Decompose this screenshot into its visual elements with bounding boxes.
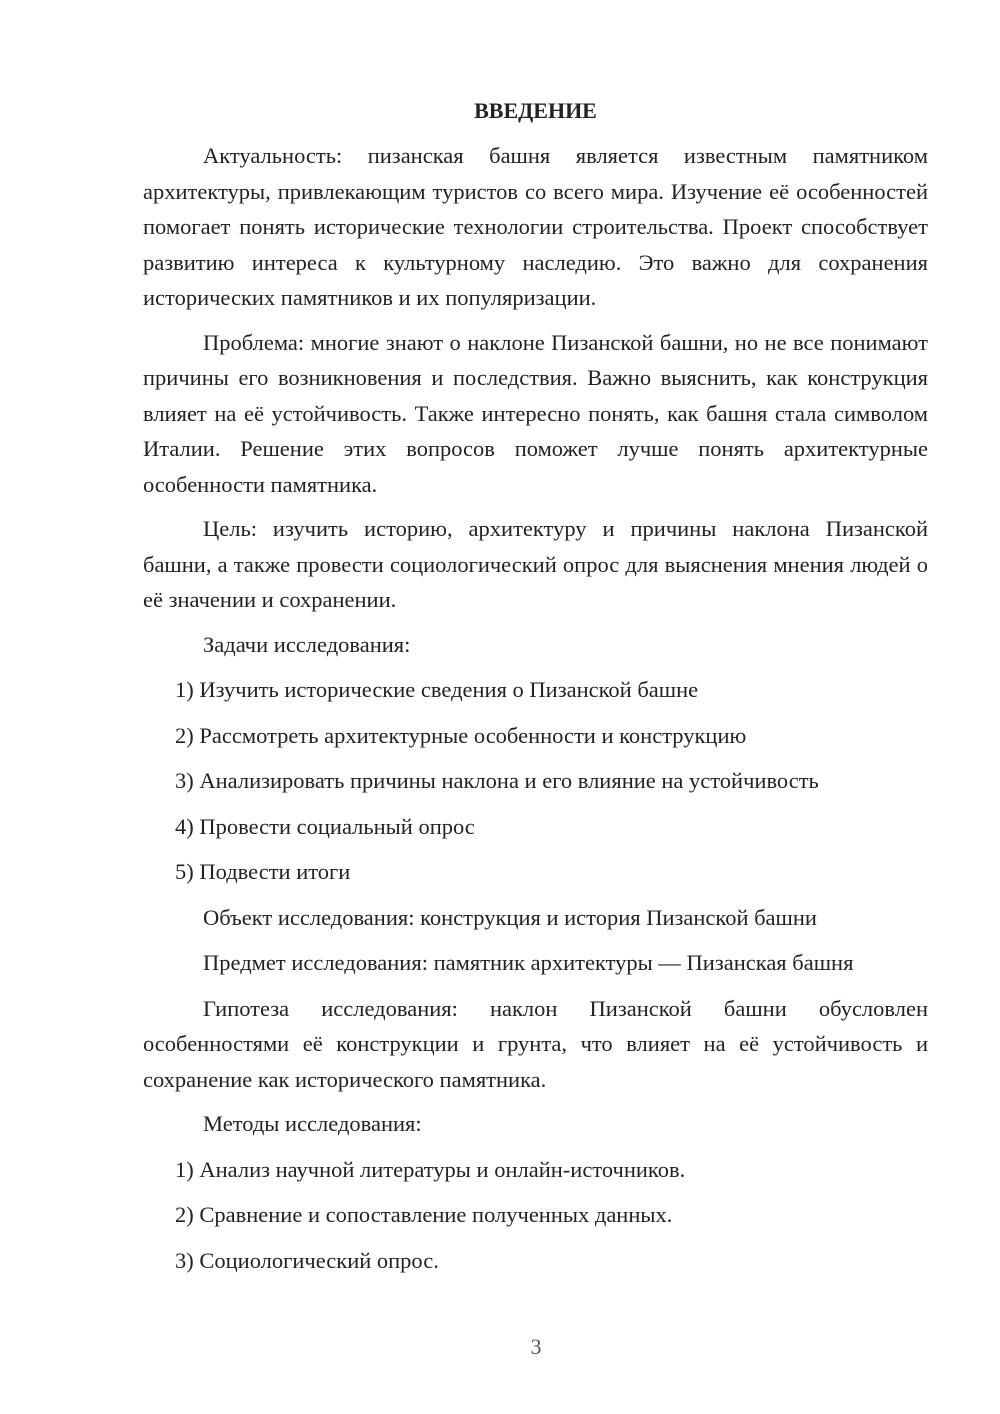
method-item: 3) Социологический опрос. [175, 1247, 439, 1273]
task-item: 1) Изучить исторические сведения о Пизанской башне [175, 677, 699, 702]
task-item: 4) Провести социальный опрос [175, 813, 475, 839]
methods-heading: Методы исследования: [203, 1111, 422, 1136]
document-page [143, 96, 928, 1288]
task-item: 5) Подвести итоги [175, 859, 351, 884]
goal-paragraph: Цель: изучить историю, архитектуру и причины наклона Пизанской башни, а также провести социологический опрос для выяснения мнения людей о её значении и сохранении. [143, 516, 928, 612]
methods-list [143, 1152, 928, 1279]
method-item: 2) Сравнение и сопоставление полученных данных. [175, 1202, 673, 1227]
task-item: 3) Анализировать причины наклона и его влияние на устойчивость [175, 768, 819, 793]
tasks-list [143, 672, 928, 890]
task-item: 2) Рассмотреть архитектурные особенности и конструкцию [175, 722, 747, 748]
method-item: 1) Анализ научной литературы и онлайн-источников. [175, 1156, 686, 1182]
page-number: 3 [530, 1334, 542, 1359]
research-object: Объект исследования: конструкция и история Пизанской башни [203, 904, 817, 930]
hypothesis-paragraph: Гипотеза исследования: наклон Пизанской башни обусловлен особенностями её конструкции и грунта, что влияет на её устойчивость и сохранение как исторического памятника. [143, 995, 928, 1092]
tasks-heading: Задачи исследования: [203, 631, 411, 657]
problem-paragraph: Проблема: многие знают о наклоне Пизанской башни, но не все понимают причины его возникновения и последствия. Важно выяснить, как конструкция влияет на её устойчивость. Также интересно понять, как башня стала символом Италии. Решение этих вопросов поможет лучше понять архитектурные особенности памятника. [143, 329, 928, 497]
page-title: ВВЕДЕНИЕ [474, 98, 597, 123]
relevance-paragraph: Актуальность: пизанская башня является известным памятником архитектуры, привлекающим туристов со всего мира. Изучение её особенностей помогает понять исторические технологии строительства. Проект способствует развитию интереса к культурному наследию. Это важно для сохранения исторических памятников и их популяризации. [143, 143, 928, 310]
research-subject: Предмет исследования: памятник архитектуры — Пизанская башня [203, 950, 854, 975]
